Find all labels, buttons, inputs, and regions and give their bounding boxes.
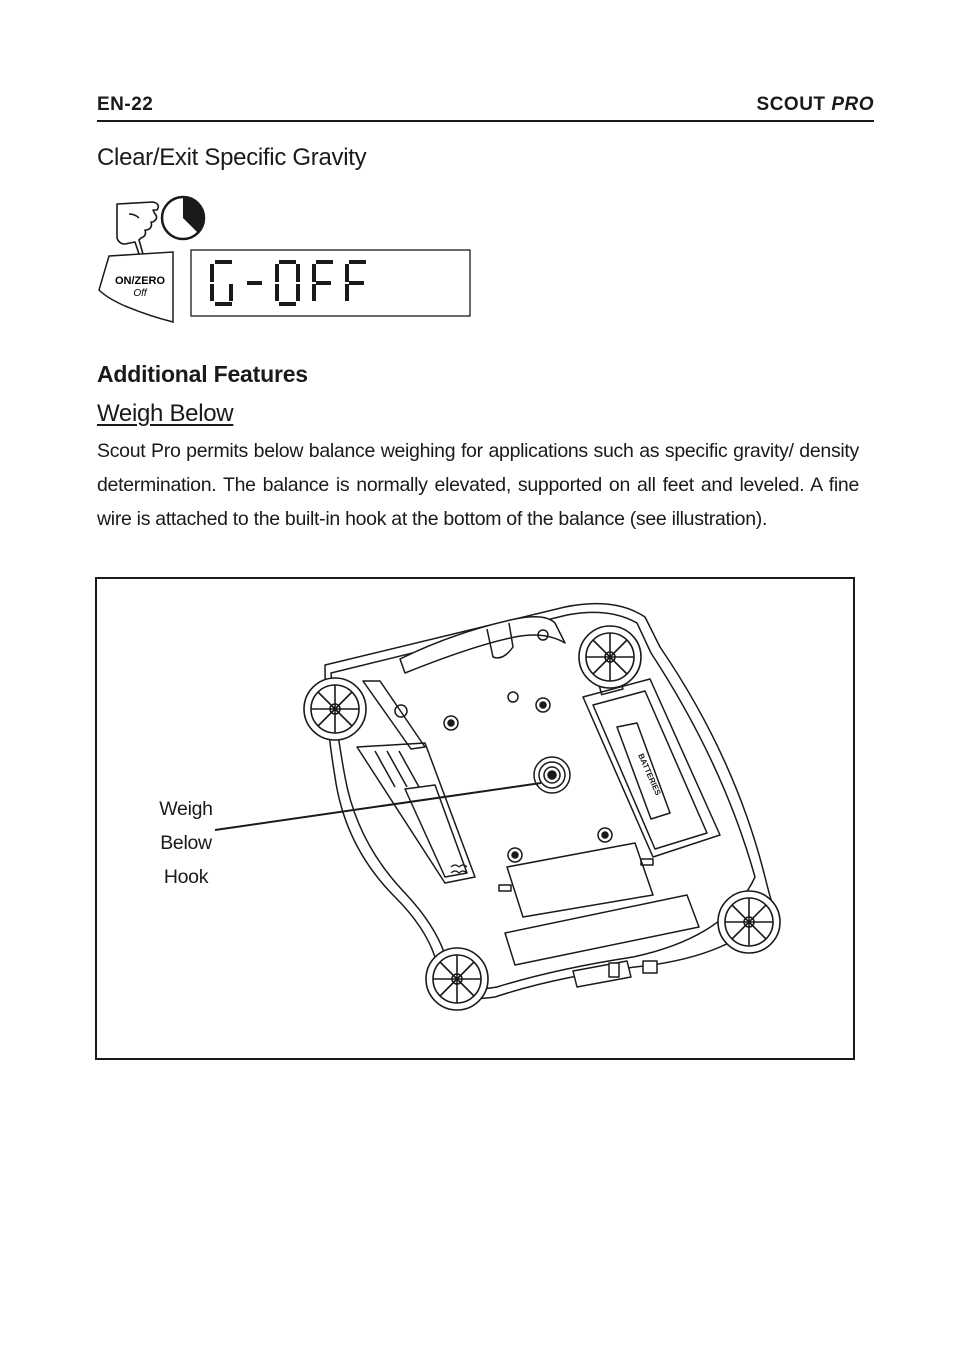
weigh-below-paragraph: Scout Pro permits below balance weighing for applications such as specific gravity/ density determination. The balance is normally elevated, supported on all feet and leveled. A fine wire is attached to the built-in hook at the bottom of the balance (see illustration). [97, 440, 859, 530]
batteries-label: BATTERIES [636, 752, 663, 797]
foot-front-right [426, 948, 488, 1010]
page-header [97, 92, 874, 122]
page-number: EN-22 [97, 94, 154, 115]
title-main: SCOUT [756, 94, 826, 115]
title-italic: PRO [831, 94, 874, 115]
off-label: Off [133, 288, 147, 299]
weigh-below-heading: Weigh Below [97, 400, 234, 427]
pointing-hand-icon [117, 202, 158, 256]
hold-clock-icon [162, 197, 204, 239]
weigh-below-hook [534, 757, 570, 793]
document-title [757, 94, 874, 116]
section-title: Clear/Exit Specific Gravity [97, 144, 367, 171]
additional-features-heading: Additional Features [97, 361, 308, 387]
foot-front-left [304, 678, 366, 740]
callout-line-2: Below [160, 832, 212, 854]
callout-line-1: Weigh [159, 798, 213, 820]
callout-line-3: Hook [163, 866, 209, 888]
weigh-below-hook-callout [154, 792, 218, 894]
on-zero-label: ON/ZERO [114, 275, 166, 287]
foot-rear-right [718, 891, 780, 953]
foot-rear-left [579, 626, 641, 688]
keypad-figure [95, 192, 475, 324]
on-zero-button[interactable] [99, 252, 173, 322]
